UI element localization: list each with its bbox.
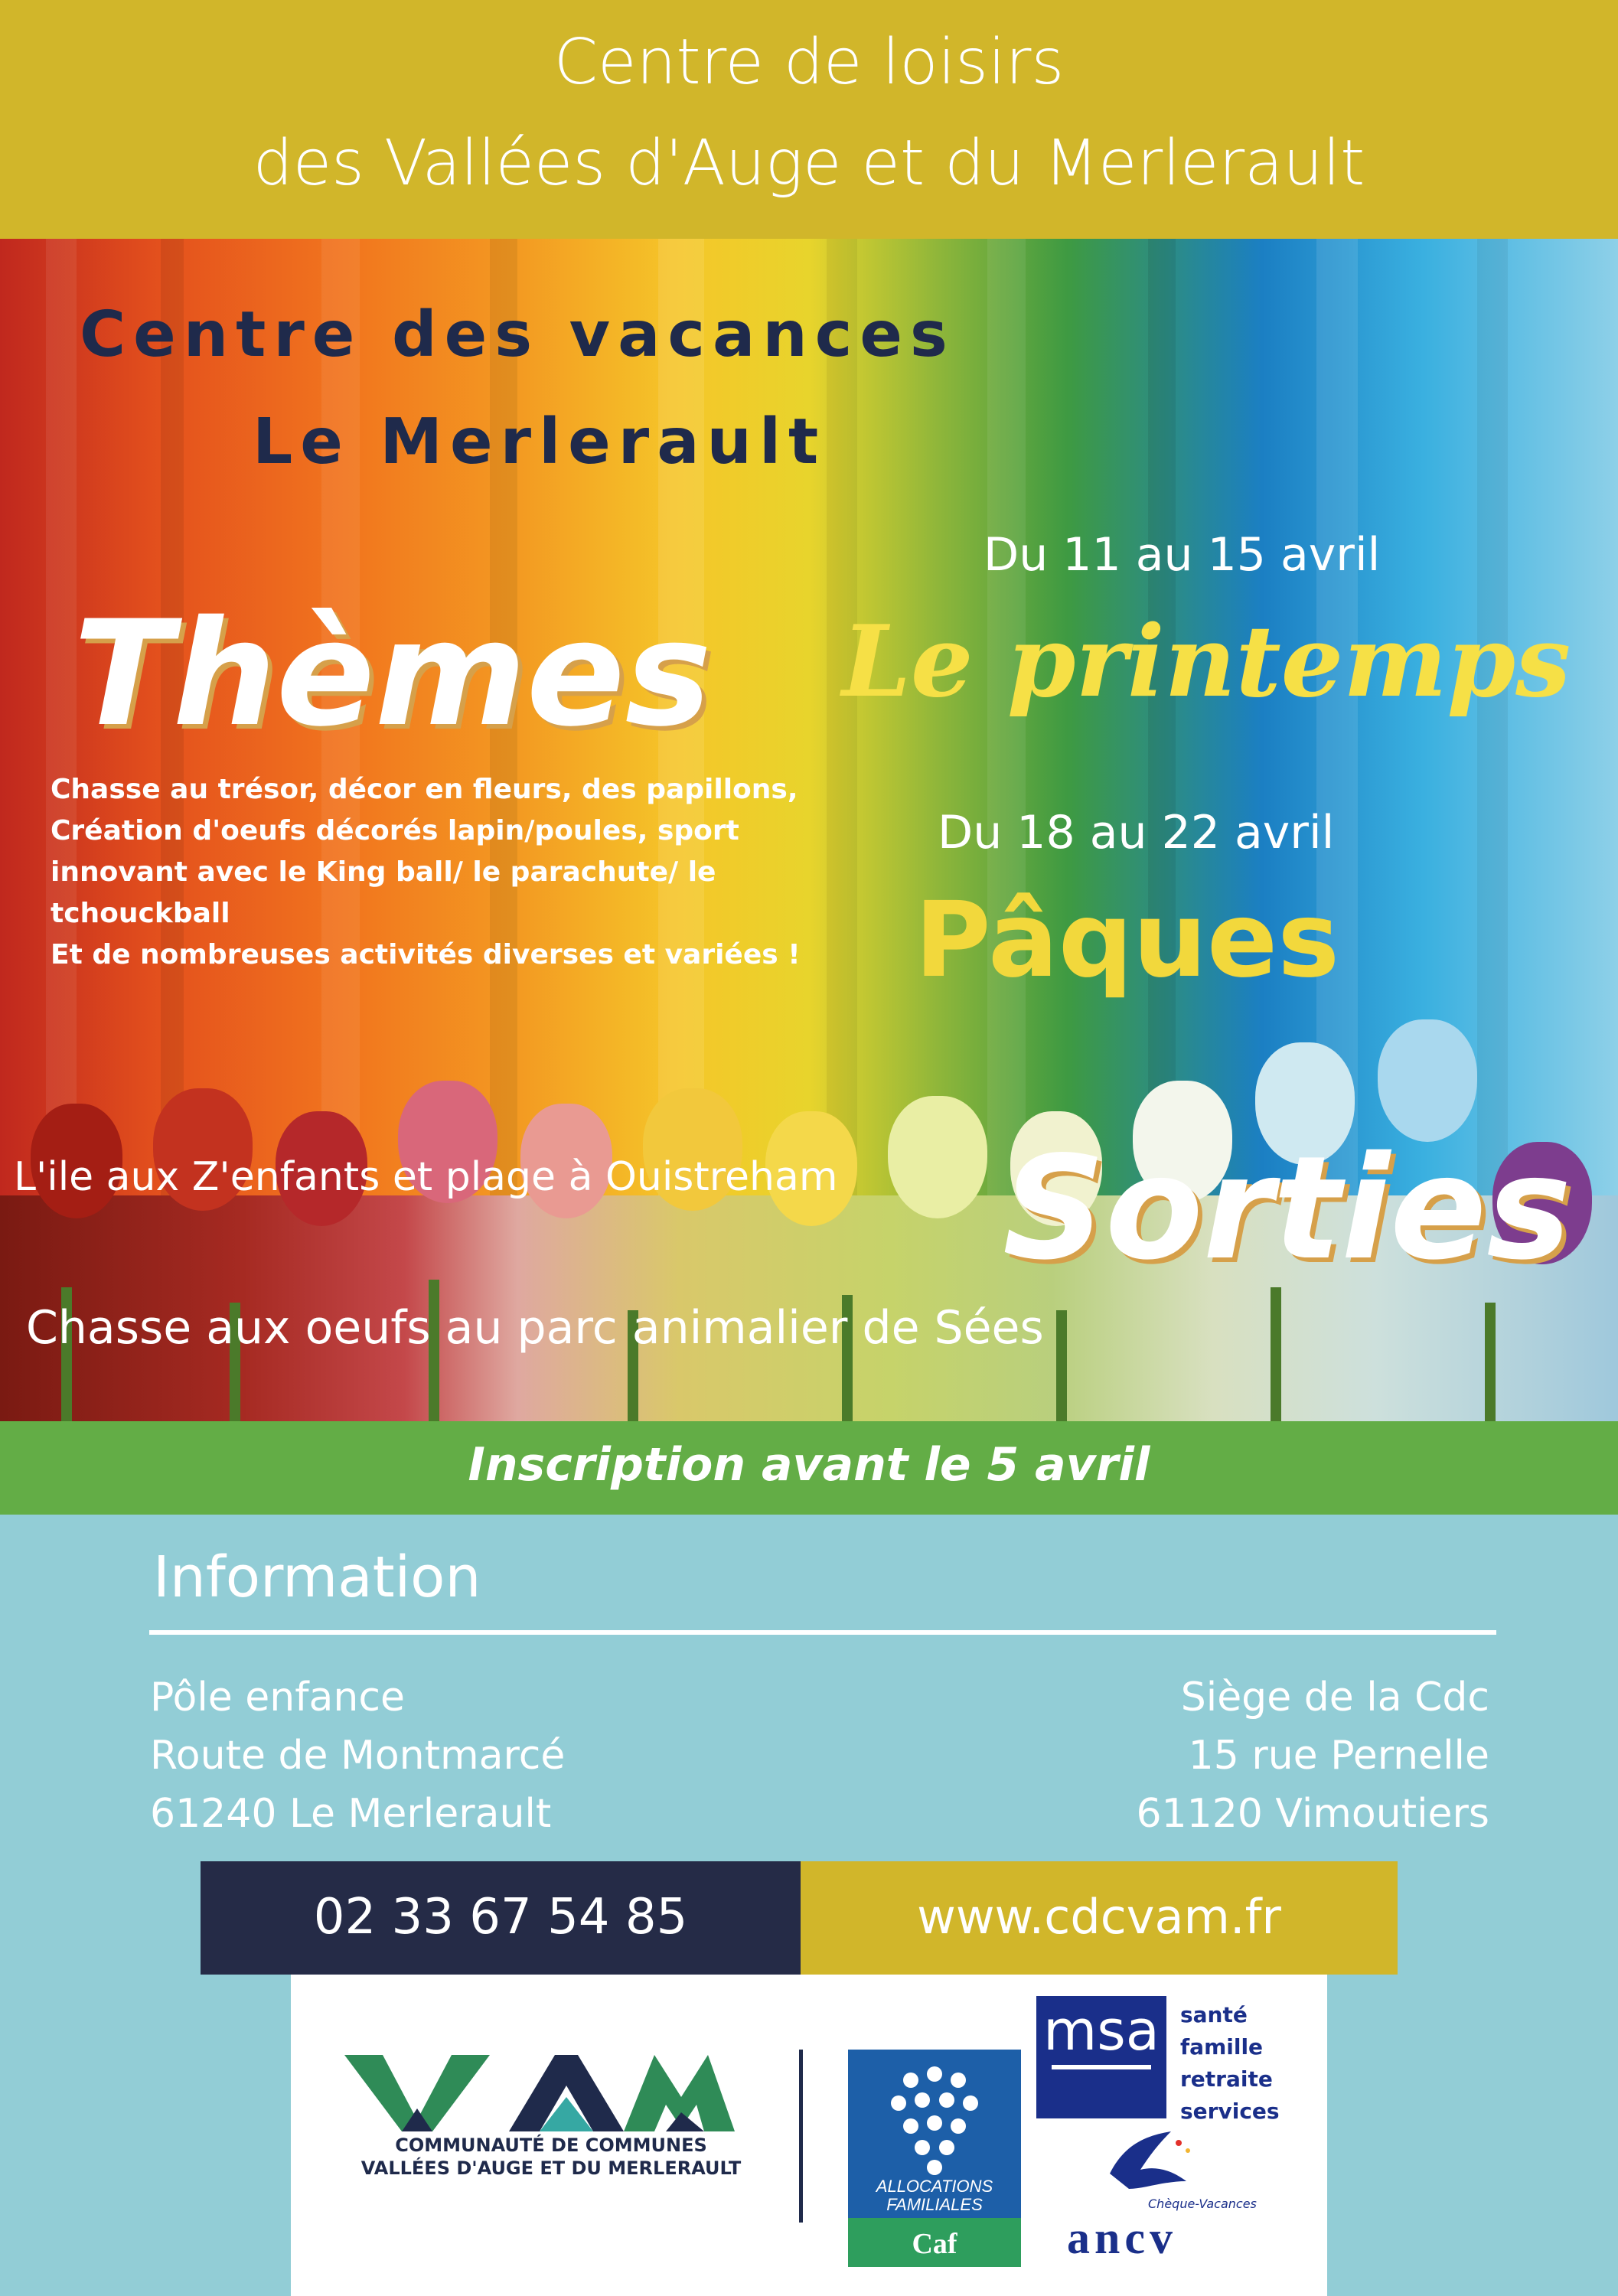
msa-word: famille [1180,2034,1264,2060]
sorties-heading: Sorties [1003,1125,1572,1291]
registration-deadline: Inscription avant le 5 avril [468,1438,1150,1492]
activities-line: Et de nombreuses activités diverses et variées ! [51,939,801,970]
msa-logo-text: msa [1043,1998,1160,2063]
address-line: 61120 Vimoutiers [1136,1791,1489,1837]
info-title: Information [153,1544,481,1610]
week2-dates: Du 18 au 22 avril [938,806,1335,859]
ancv-bird-icon [1102,2128,1194,2197]
vam-logo-caption [344,2134,758,2180]
activities-line: tchouckball [51,898,230,929]
sortie-sees: Chasse aux oeufs au parc animalier de Sées [26,1301,1044,1355]
address-line: Route de Montmarcé [150,1733,566,1779]
centre-title: Centre des vacances [80,298,955,371]
vam-logo [344,2051,735,2135]
activities-line: Chasse au trésor, décor en fleurs, des papillons, [51,774,798,805]
msa-tagline [1180,1999,1280,2128]
caf-text-line3: Caf [912,2228,957,2260]
activities-line: Création d'oeufs décorés lapin/poules, sport [51,815,739,846]
msa-logo [1036,1996,1166,2118]
info-divider [149,1630,1496,1635]
ancv-logo-text: ancv [1067,2213,1177,2263]
cheque-vacances-label: Chèque-Vacances [1148,2197,1257,2211]
address-line: Pôle enfance [150,1675,405,1720]
activities-description [51,769,816,976]
week1-theme: Le printemps [842,605,1571,719]
address-siege-cdc [1136,1668,1489,1843]
phone-box [201,1861,801,1975]
header-title-line2: des Vallées d'Auge et du Merlerault [253,127,1365,200]
phone-number[interactable]: 02 33 67 54 85 [313,1889,688,1945]
registration-banner [0,1421,1618,1515]
sortie-ouistreham: L'ile aux Z'enfants et plage à Ouistreham [14,1154,838,1200]
caf-text-line1: ALLOCATIONS [876,2177,993,2196]
themes-heading: Thèmes [73,589,712,758]
logo-divider [799,2050,803,2223]
website-box [801,1861,1398,1975]
address-pole-enfance [150,1668,565,1843]
header-title-line1: Centre de loisirs [553,26,1065,99]
caf-logo [848,2050,1021,2267]
week2-theme: Pâques [915,880,1340,1001]
vam-caption-line: VALLÉES D'AUGE ET DU MERLERAULT [360,2157,742,2179]
caf-text-line2: FAMILIALES [886,2195,983,2214]
vam-caption-line: COMMUNAUTÉ DE COMMUNES [395,2135,707,2156]
address-line: 15 rue Pernelle [1188,1733,1489,1779]
activities-line: innovant avec le King ball/ le parachute/ le [51,856,716,888]
website-link[interactable]: www.cdcvam.fr [917,1889,1281,1945]
centre-location: Le Merlerault [253,406,827,478]
msa-word: services [1180,2099,1280,2124]
msa-word: santé [1180,2002,1248,2027]
msa-word: retraite [1180,2066,1273,2092]
address-line: 61240 Le Merlerault [150,1791,552,1837]
week1-dates: Du 11 au 15 avril [984,528,1381,582]
address-line: Siège de la Cdc [1180,1675,1489,1720]
header-banner [0,0,1618,239]
